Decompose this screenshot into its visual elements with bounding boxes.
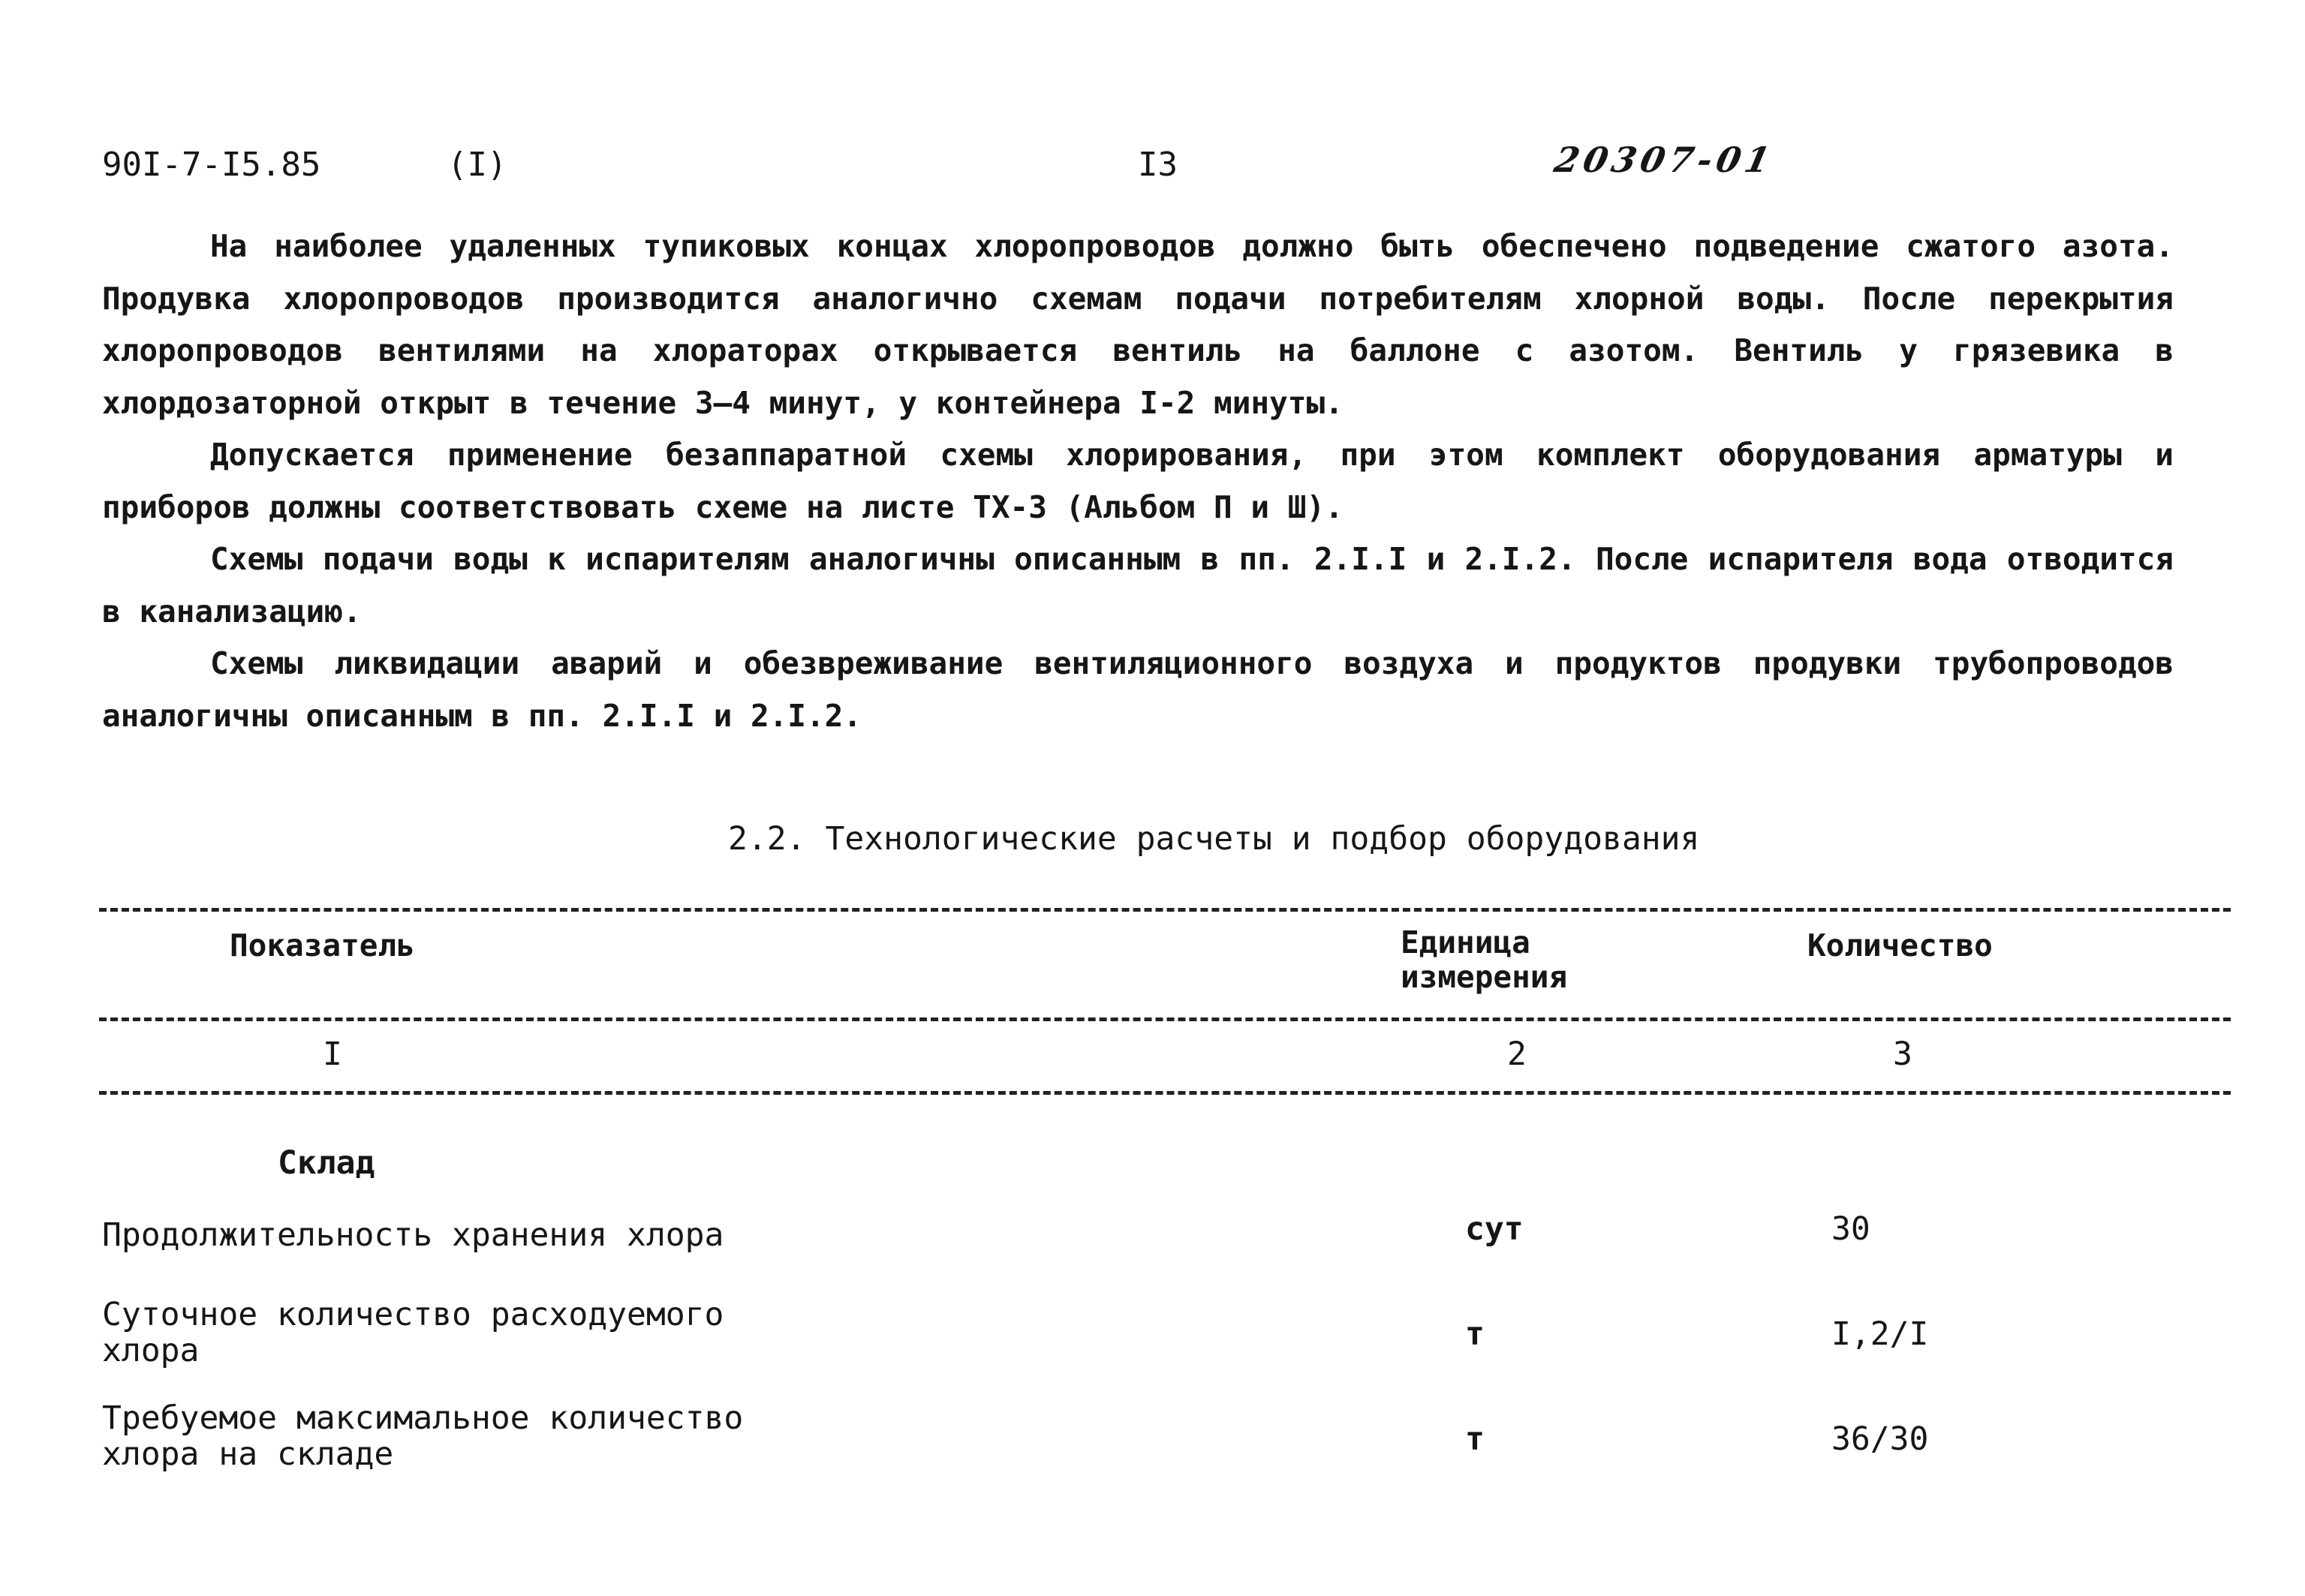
header-unit-line1: Единица bbox=[1401, 924, 1530, 960]
row-max-storage-quantity: 36/30 bbox=[1831, 1420, 1929, 1458]
row-max-storage-indicator-line1: Требуемое максимальное количество bbox=[102, 1399, 744, 1437]
header-unit-line2: измерения bbox=[1401, 959, 1568, 995]
header-indicator: Показатель bbox=[230, 927, 415, 963]
section-title: 2.2. Технологические расчеты и подбор оборудования bbox=[728, 820, 1700, 858]
paragraph-nitrogen-purge: На наиболее удаленных тупиковых концах хлоропроводов должно быть обеспечено подведение сжатого азота. Продувка хлоропроводов производится аналогично схемам подачи потребителям хлорной воды. После перекрытия хлоропроводов вентилями на хлораторах открывается вентиль на баллоне с азотом. Вентиль у грязевика в хлордозаторной открыт в течение 3–4 минут, у контейнера I-2 минуты. bbox=[102, 228, 2174, 421]
row-storage-duration-quantity: 30 bbox=[1831, 1210, 1870, 1248]
page-number: I3 bbox=[1138, 146, 1178, 184]
row-max-storage-indicator-line2: хлора на складе bbox=[102, 1435, 394, 1473]
table-rule-top bbox=[99, 908, 2231, 912]
paragraph-emergency-schemes: Схемы ликвидации аварий и обезвреживание вентиляционного воздуха и продуктов продувки трубопроводов аналогичны описанным в пп. 2.I.I и 2.I.2. bbox=[102, 645, 2174, 734]
body-text bbox=[102, 221, 2174, 742]
doc-number: 90I-7-I5.85 bbox=[102, 146, 321, 184]
row-storage-duration-unit: сут bbox=[1465, 1210, 1524, 1248]
archive-stamp: 20307-01 bbox=[1551, 140, 1778, 180]
row-daily-amount-quantity: I,2/I bbox=[1831, 1315, 1929, 1353]
paragraph-evaporator-water: Схемы подачи воды к испарителям аналогичны описанным в пп. 2.I.I и 2.I.2. После испарителя вода отводится в канализацию. bbox=[102, 541, 2174, 630]
table-rule-numbers bbox=[99, 1091, 2231, 1095]
row-max-storage-unit: т bbox=[1465, 1420, 1485, 1458]
doc-part: (I) bbox=[447, 146, 507, 184]
column-number-1: I bbox=[323, 1035, 342, 1073]
row-storage-duration-indicator: Продолжительность хранения хлора bbox=[102, 1216, 724, 1254]
header-quantity: Количество bbox=[1807, 927, 1993, 963]
group-title: Склад bbox=[278, 1144, 375, 1182]
table-rule-header bbox=[99, 1017, 2231, 1021]
paragraph-apparatus-free-scheme: Допускается применение безаппаратной схемы хлорирования, при этом комплект оборудования арматуры и приборов должны соответствовать схеме на листе ТХ-3 (Альбом П и Ш). bbox=[102, 437, 2174, 525]
column-number-3: 3 bbox=[1893, 1035, 1912, 1073]
row-daily-amount-unit: т bbox=[1465, 1315, 1485, 1353]
column-number-2: 2 bbox=[1507, 1035, 1527, 1073]
row-daily-amount-indicator-line1: Суточное количество расходуемого bbox=[102, 1296, 724, 1333]
row-daily-amount-indicator-line2: хлора bbox=[102, 1332, 200, 1369]
